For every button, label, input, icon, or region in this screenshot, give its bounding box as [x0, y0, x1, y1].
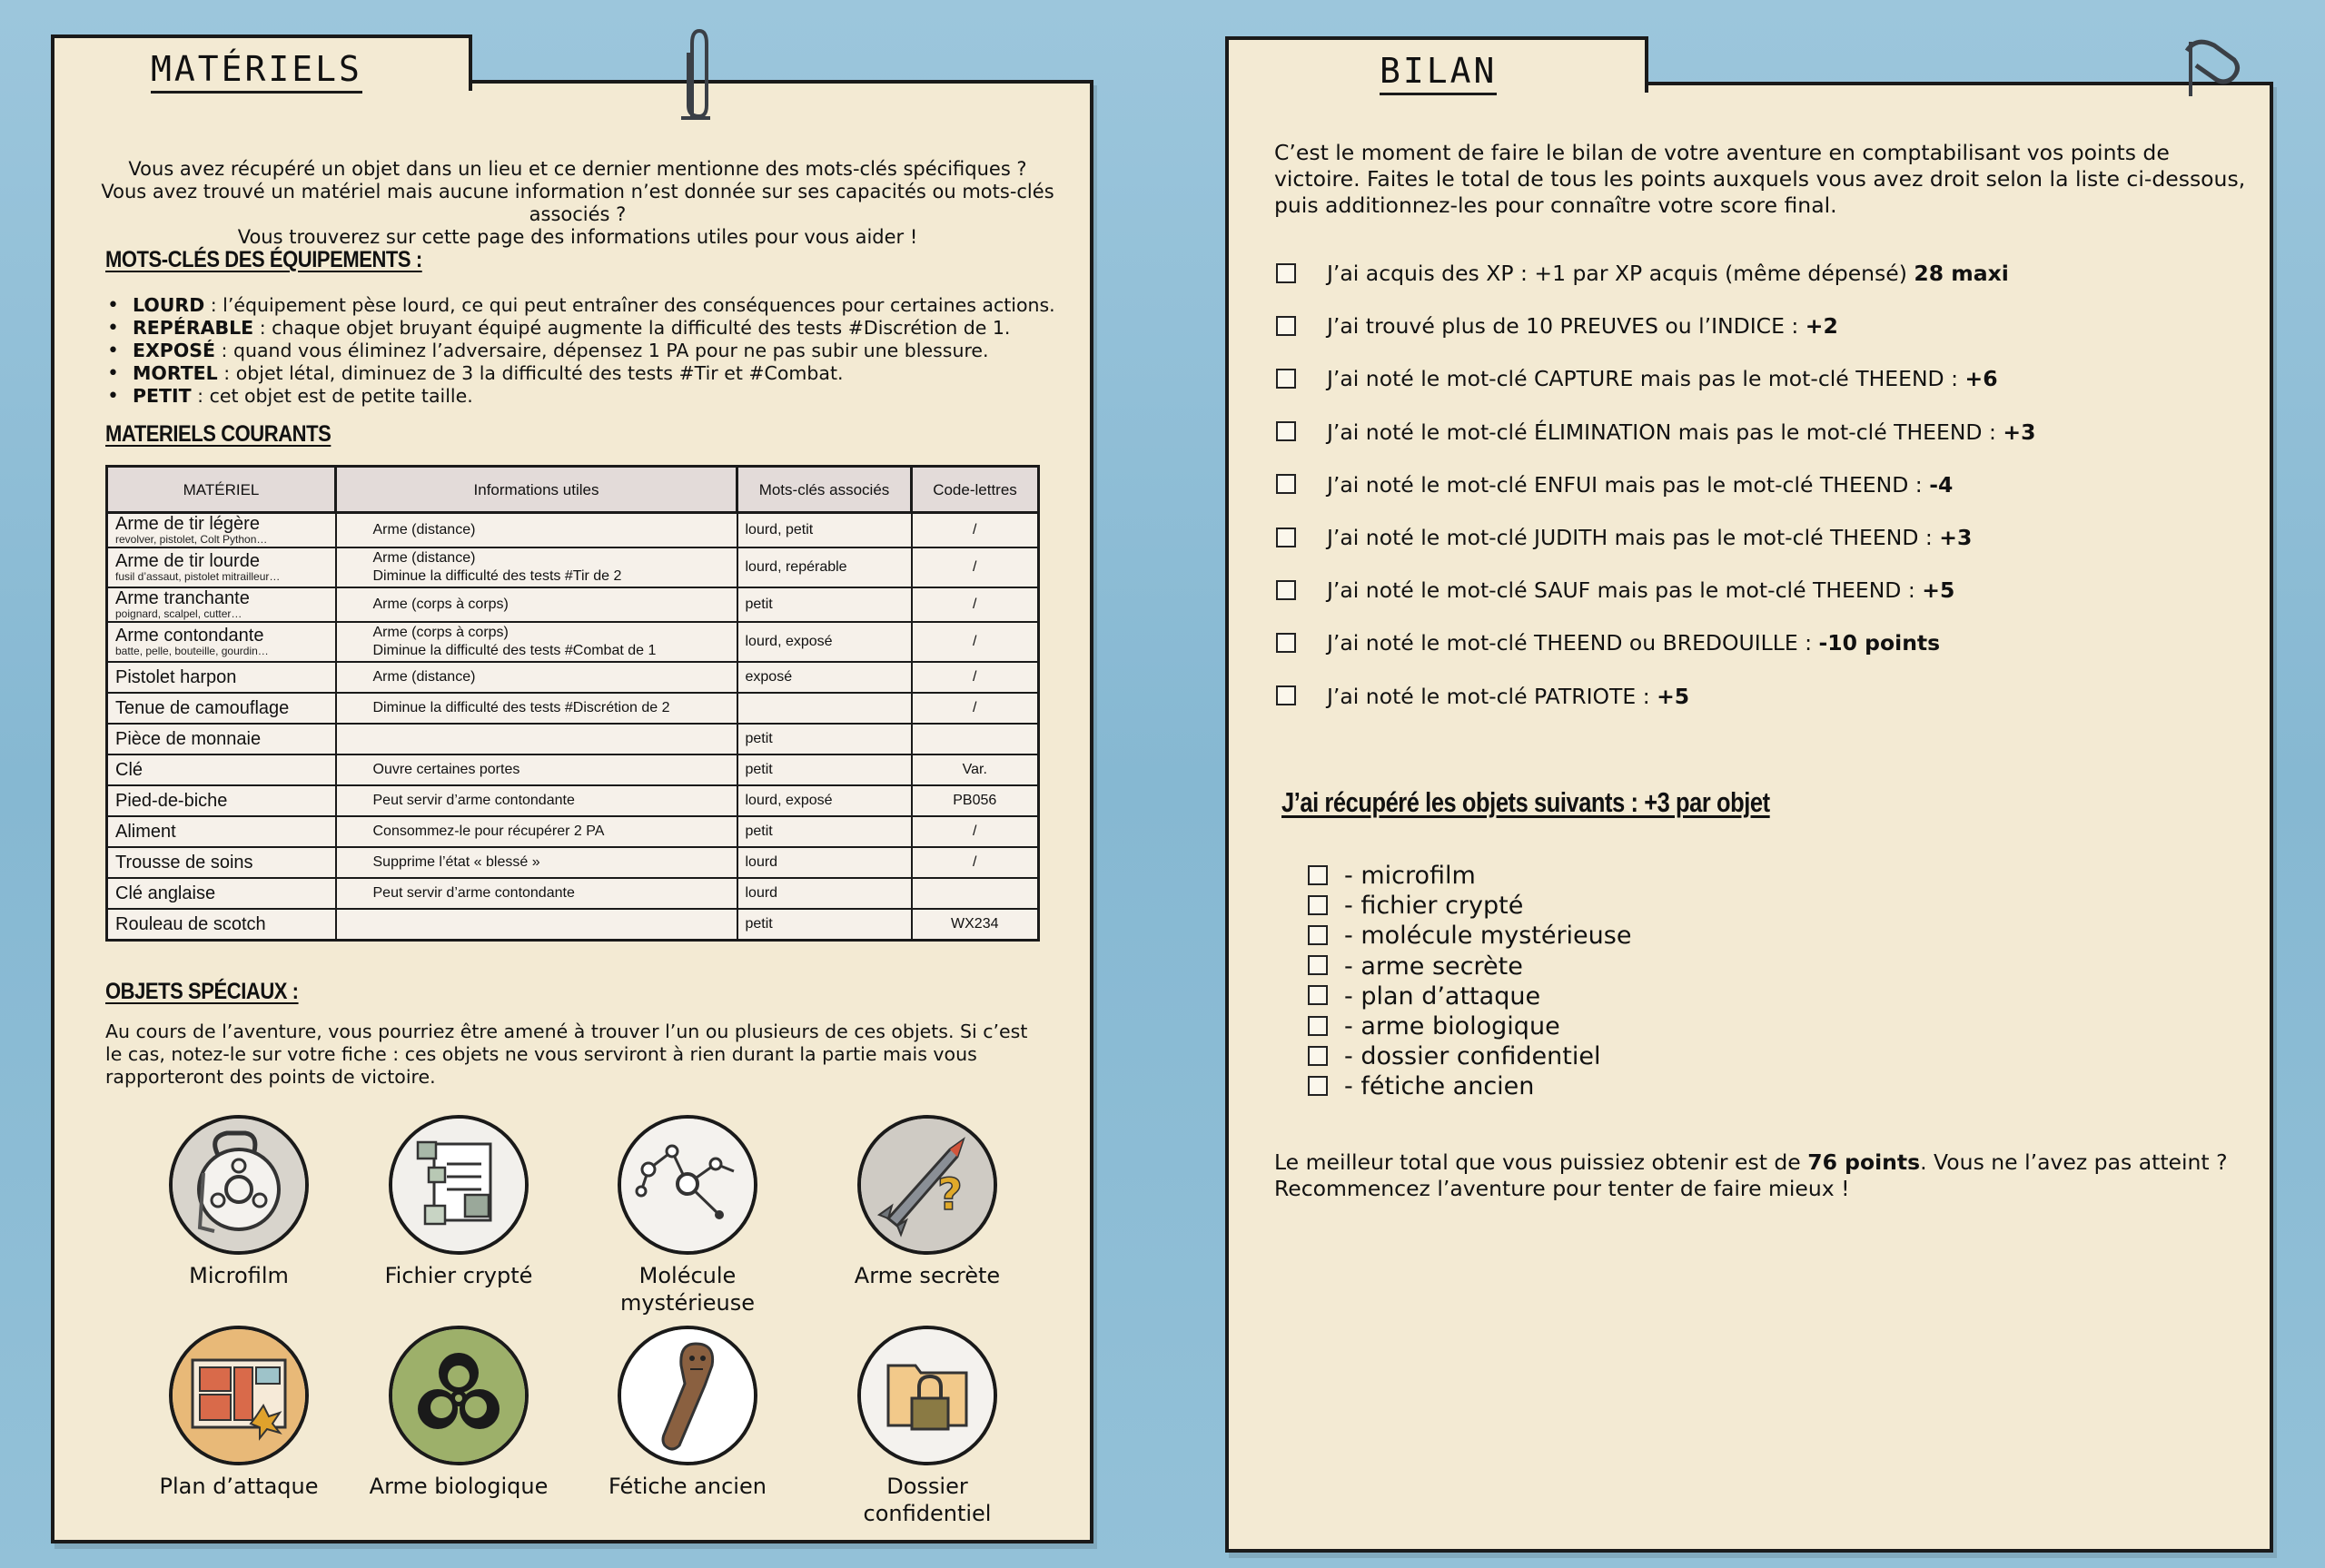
info-cell: [336, 662, 737, 693]
material-cell: [107, 785, 336, 816]
special-object-label: Fichier crypté: [384, 1263, 533, 1288]
checklist-item: [1276, 577, 1954, 604]
checkbox[interactable]: [1308, 865, 1328, 885]
keywords-heading: MOTS-CLÉS DES ÉQUIPEMENTS :: [105, 247, 422, 272]
info-cell: [336, 724, 737, 754]
table-row: [107, 754, 1039, 785]
special-object: [363, 1115, 554, 1289]
material-info-extra: Diminue la difficulté des tests #Tir de 2: [372, 568, 622, 584]
code-cell: WX234: [912, 909, 1039, 941]
recovered-object-label: - microfilm: [1344, 862, 1476, 890]
recovered-object-item: [1308, 1071, 1534, 1101]
checklist-text: J’ai noté le mot-clé ENFUI mais pas le mot-clé THEEND :: [1327, 471, 1930, 498]
info-cell: [336, 816, 737, 847]
checkbox[interactable]: [1276, 685, 1296, 705]
column-header: Code-lettres: [912, 467, 1039, 513]
checklist-points: -4: [1929, 471, 1954, 498]
table-header-row: [107, 467, 1039, 513]
checklist-text: J’ai noté le mot-clé CAPTURE mais pas le mot-clé THEEND :: [1327, 366, 1965, 392]
keyword-expose: • EXPOSÉ : quand vous éliminez l’adversaire, dépensez 1 PA pour ne pas subir une blessure.: [107, 340, 1055, 362]
summary-title: BILAN: [1380, 51, 1497, 95]
special-object-label: Dossier confidentiel: [863, 1474, 992, 1526]
keywords-cell: petit: [737, 754, 912, 785]
special-object: [363, 1326, 554, 1500]
checklist-text: J’ai noté le mot-clé ÉLIMINATION mais pas le mot-clé THEEND :: [1327, 419, 2003, 445]
checkbox[interactable]: [1308, 1016, 1328, 1036]
keyword-petit: • PETIT : cet objet est de petite taille.: [107, 385, 1055, 408]
checklist-points: -10 points: [1818, 630, 1941, 656]
checklist-item: [1276, 471, 1953, 498]
svg-text:?: ?: [937, 1169, 963, 1220]
checklist-item: [1276, 312, 1838, 340]
keywords-cell: lourd, exposé: [737, 622, 912, 662]
material-examples: batte, pelle, bouteille, gourdin…: [115, 645, 269, 657]
material-cell: [107, 754, 336, 785]
material-name: Arme de tir lourde: [115, 551, 260, 571]
material-info: Diminue la difficulté des tests #Discrétion de 2: [372, 700, 670, 715]
checkbox[interactable]: [1276, 528, 1296, 547]
special-object: [143, 1115, 334, 1289]
recovered-object-label: - fichier crypté: [1344, 892, 1524, 921]
material-cell: [107, 547, 336, 587]
materials-table: [105, 465, 1040, 942]
locked-folder-icon: [857, 1326, 997, 1465]
checkbox[interactable]: [1308, 895, 1328, 915]
paperclip-icon: [679, 25, 716, 125]
special-object-label: Fétiche ancien: [608, 1474, 767, 1499]
material-cell: [107, 587, 336, 622]
table-row: [107, 587, 1039, 622]
keywords-cell: lourd: [737, 878, 912, 909]
keywords-cell: petit: [737, 816, 912, 847]
code-cell: /: [912, 513, 1039, 548]
code-cell: /: [912, 847, 1039, 878]
checkbox[interactable]: [1308, 985, 1328, 1005]
recovered-object-item: [1308, 952, 1523, 981]
material-cell: [107, 816, 336, 847]
material-name: Rouleau de scotch: [115, 913, 266, 934]
material-name: Trousse de soins: [115, 852, 253, 873]
code-cell: /: [912, 662, 1039, 693]
table-row: [107, 693, 1039, 724]
checkbox[interactable]: [1308, 1076, 1328, 1096]
material-info: Arme (corps à corps): [372, 625, 509, 640]
info-cell: [336, 622, 737, 662]
material-cell: [107, 724, 336, 754]
table-row: [107, 909, 1039, 941]
keywords-cell: lourd, repérable: [737, 547, 912, 587]
material-info: Ouvre certaines portes: [372, 762, 520, 777]
materials-title: MATÉRIELS: [151, 49, 362, 94]
keywords-cell: lourd: [737, 847, 912, 878]
checkbox[interactable]: [1276, 369, 1296, 389]
table-row: [107, 785, 1039, 816]
checklist-points: +5: [1922, 577, 1955, 604]
checklist-points: +2: [1805, 313, 1838, 340]
special-object-label: Arme biologique: [369, 1474, 549, 1499]
keyword-lourd: • LOURD : l’équipement pèse lourd, ce qui peut entraîner des conséquences pour certaines actions.: [107, 294, 1055, 317]
special-object: [592, 1326, 783, 1500]
material-info: Supprime l’état « blessé »: [372, 854, 540, 870]
info-cell: [336, 587, 737, 622]
material-info: Arme (distance): [372, 550, 476, 566]
materials-heading: MATERIELS COURANTS: [105, 421, 331, 447]
keywords-cell: [737, 693, 912, 724]
materials-sheet: [51, 80, 1093, 1543]
objects-heading: J’ai récupéré les objets suivants : +3 par objet: [1281, 786, 1770, 818]
special-object-label: Molécule mystérieuse: [619, 1263, 756, 1316]
checklist-points: +3: [1939, 525, 1973, 550]
keyword-mortel: • MORTEL : objet létal, diminuez de 3 la difficulté des tests #Tir et #Combat.: [107, 362, 1055, 385]
material-info: Consommez-le pour récupérer 2 PA: [372, 823, 605, 839]
recovered-object-label: - plan d’attaque: [1344, 981, 1541, 1011]
encrypted-file-icon: [389, 1115, 529, 1255]
checklist-text: J’ai noté le mot-clé PATRIOTE :: [1327, 683, 1657, 709]
column-header: Mots-clés associés: [737, 467, 912, 513]
checklist-item: [1276, 419, 2035, 446]
checklist-points: +6: [1964, 366, 1998, 392]
microfilm-reel-icon: [169, 1115, 309, 1255]
checklist-text: J’ai trouvé plus de 10 PREUVES ou l’INDICE :: [1327, 313, 1806, 340]
checklist-item: [1276, 524, 1972, 551]
recovered-object-label: - fétiche ancien: [1344, 1072, 1535, 1101]
keywords-cell: exposé: [737, 662, 912, 693]
material-name: Arme contondante: [115, 626, 264, 646]
paperclip-icon: [2178, 33, 2241, 105]
checkbox[interactable]: [1308, 955, 1328, 975]
checklist-item: [1276, 365, 1998, 392]
info-cell: [336, 785, 737, 816]
code-cell: [912, 724, 1039, 754]
recovered-object-item: [1308, 1041, 1600, 1071]
checkbox[interactable]: [1276, 633, 1296, 653]
material-name: Pistolet harpon: [115, 666, 237, 687]
table-row: [107, 878, 1039, 909]
material-examples: revolver, pistolet, Colt Python…: [115, 533, 268, 546]
material-info: Peut servir d’arme contondante: [372, 885, 575, 901]
material-cell: [107, 662, 336, 693]
material-info: Arme (corps à corps): [372, 597, 509, 612]
material-cell: [107, 847, 336, 878]
checklist-text: J’ai noté le mot-clé SAUF mais pas le mot-clé THEEND :: [1327, 577, 1923, 604]
summary-sheet: [1225, 82, 2273, 1553]
keywords-cell: petit: [737, 724, 912, 754]
keywords-cell: petit: [737, 909, 912, 941]
recovered-object-item: [1308, 921, 1631, 951]
special-object: [832, 1326, 1023, 1527]
table-row: [107, 724, 1039, 754]
code-cell: /: [912, 816, 1039, 847]
table-row: [107, 816, 1039, 847]
checkbox[interactable]: [1276, 263, 1296, 283]
recovered-object-item: [1308, 981, 1540, 1011]
special-object: [143, 1326, 334, 1500]
column-header: MATÉRIEL: [107, 467, 336, 513]
special-object-label: Plan d’attaque: [159, 1474, 319, 1499]
summary-tab: [1225, 36, 1648, 93]
checklist-item: [1276, 629, 1940, 656]
keywords-cell: lourd, exposé: [737, 785, 912, 816]
checkbox[interactable]: [1276, 580, 1296, 600]
checklist-text: J’ai acquis des XP : +1 par XP acquis (même dépensé): [1327, 261, 1914, 286]
info-cell: [336, 754, 737, 785]
material-name: Pied-de-biche: [115, 790, 228, 811]
checkbox[interactable]: [1276, 421, 1296, 441]
table-row: [107, 662, 1039, 693]
recovered-object-label: - arme secrète: [1344, 952, 1523, 981]
checklist-points: +3: [2003, 419, 2036, 445]
table-row: [107, 513, 1039, 548]
special-objects-paragraph: Au cours de l’aventure, vous pourriez être amené à trouver l’un ou plusieurs de ces objets. Si c’est le cas, notez-le sur votre fiche : ces objets ne vous serviront à rien durant la partie mais vous rapporteront des points de victoire.: [105, 1021, 1028, 1088]
table-row: [107, 622, 1039, 662]
code-cell: /: [912, 547, 1039, 587]
materials-intro: Vous avez récupéré un objet dans un lieu et ce dernier mentionne des mots-clés spécifiques ? Vous avez trouvé un matériel mais aucune information n’est donnée sur ses capacités ou mots-clés associés ? Vous trouverez sur cette page des informations utiles pour vous aider !: [101, 158, 1054, 248]
material-name: Clé: [115, 759, 143, 780]
material-examples: poignard, scalpel, cutter…: [115, 607, 242, 620]
special-object: [592, 1115, 783, 1317]
keyword-reperable: • REPÉRABLE : chaque objet bruyant équipé augmente la difficulté des tests #Discrétion de 1.: [107, 317, 1055, 340]
recovered-object-label: - dossier confidentiel: [1344, 1042, 1601, 1071]
material-name: Tenue de camouflage: [115, 697, 290, 718]
special-object: [832, 1115, 1023, 1289]
special-object-label: Microfilm: [189, 1263, 289, 1288]
material-info: Peut servir d’arme contondante: [372, 793, 575, 808]
checklist-item: [1276, 260, 2009, 287]
code-cell: PB056: [912, 785, 1039, 816]
material-name: Arme de tir légère: [115, 514, 260, 534]
info-cell: [336, 547, 737, 587]
material-examples: fusil d’assaut, pistolet mitrailleur…: [115, 570, 281, 583]
special-objects-heading: OBJETS SPÉCIAUX :: [105, 979, 299, 1004]
checkbox[interactable]: [1276, 316, 1296, 336]
recovered-object-item: [1308, 1011, 1560, 1041]
summary-intro: C’est le moment de faire le bilan de votre aventure en comptabilisant vos points de victoire. Faites le total de tous les points auxquels vous avez droit selon la liste ci-dessous, puis additionnez-les pour connaître votre score final.: [1274, 140, 2246, 218]
info-cell: [336, 693, 737, 724]
special-object-label: Arme secrète: [854, 1263, 1001, 1288]
attack-plan-icon: [169, 1326, 309, 1465]
column-header: Informations utiles: [336, 467, 737, 513]
checklist-item: [1276, 683, 1689, 710]
material-name: Clé anglaise: [115, 883, 216, 903]
ancient-fetish-icon: [618, 1326, 757, 1465]
checkbox[interactable]: [1276, 474, 1296, 494]
checkbox[interactable]: [1308, 925, 1328, 945]
molecule-icon: [618, 1115, 757, 1255]
material-name: Arme tranchante: [115, 588, 250, 608]
info-cell: [336, 878, 737, 909]
checklist-text: J’ai noté le mot-clé JUDITH mais pas le mot-clé THEEND :: [1327, 525, 1940, 550]
material-cell: [107, 622, 336, 662]
checkbox[interactable]: [1308, 1046, 1328, 1066]
table-row: [107, 547, 1039, 587]
code-cell: /: [912, 622, 1039, 662]
checklist-points: 28 maxi: [1914, 261, 2009, 286]
recovered-object-item: [1308, 891, 1523, 921]
material-name: Aliment: [115, 821, 176, 842]
recovered-object-label: - molécule mystérieuse: [1344, 922, 1632, 951]
code-cell: Var.: [912, 754, 1039, 785]
keywords-cell: lourd, petit: [737, 513, 912, 548]
checklist-points: +5: [1657, 683, 1690, 709]
biohazard-icon: [389, 1326, 529, 1465]
info-cell: [336, 909, 737, 941]
materials-tab: [51, 35, 472, 91]
keywords-cell: petit: [737, 587, 912, 622]
code-cell: /: [912, 587, 1039, 622]
table-row: [107, 847, 1039, 878]
material-name: Pièce de monnaie: [115, 728, 262, 749]
info-cell: [336, 847, 737, 878]
missile-question-icon: [857, 1115, 997, 1255]
material-cell: [107, 909, 336, 941]
material-info: Arme (distance): [372, 522, 476, 537]
info-cell: [336, 513, 737, 548]
code-cell: [912, 878, 1039, 909]
material-cell: [107, 693, 336, 724]
keywords-list: [107, 294, 1055, 408]
material-cell: [107, 878, 336, 909]
material-cell: [107, 513, 336, 548]
material-info: Arme (distance): [372, 669, 476, 685]
recovered-object-label: - arme biologique: [1344, 1012, 1560, 1040]
code-cell: /: [912, 693, 1039, 724]
recovered-object-item: [1308, 861, 1476, 891]
material-info-extra: Diminue la difficulté des tests #Combat de 1: [372, 643, 657, 658]
closing-paragraph: Le meilleur total que vous puissiez obtenir est de 76 points. Vous ne l’avez pas atteint ? Recommencez l’aventure pour tenter de faire mieux !: [1274, 1149, 2228, 1201]
checklist-text: J’ai noté le mot-clé THEEND ou BREDOUILLE :: [1327, 630, 1819, 656]
